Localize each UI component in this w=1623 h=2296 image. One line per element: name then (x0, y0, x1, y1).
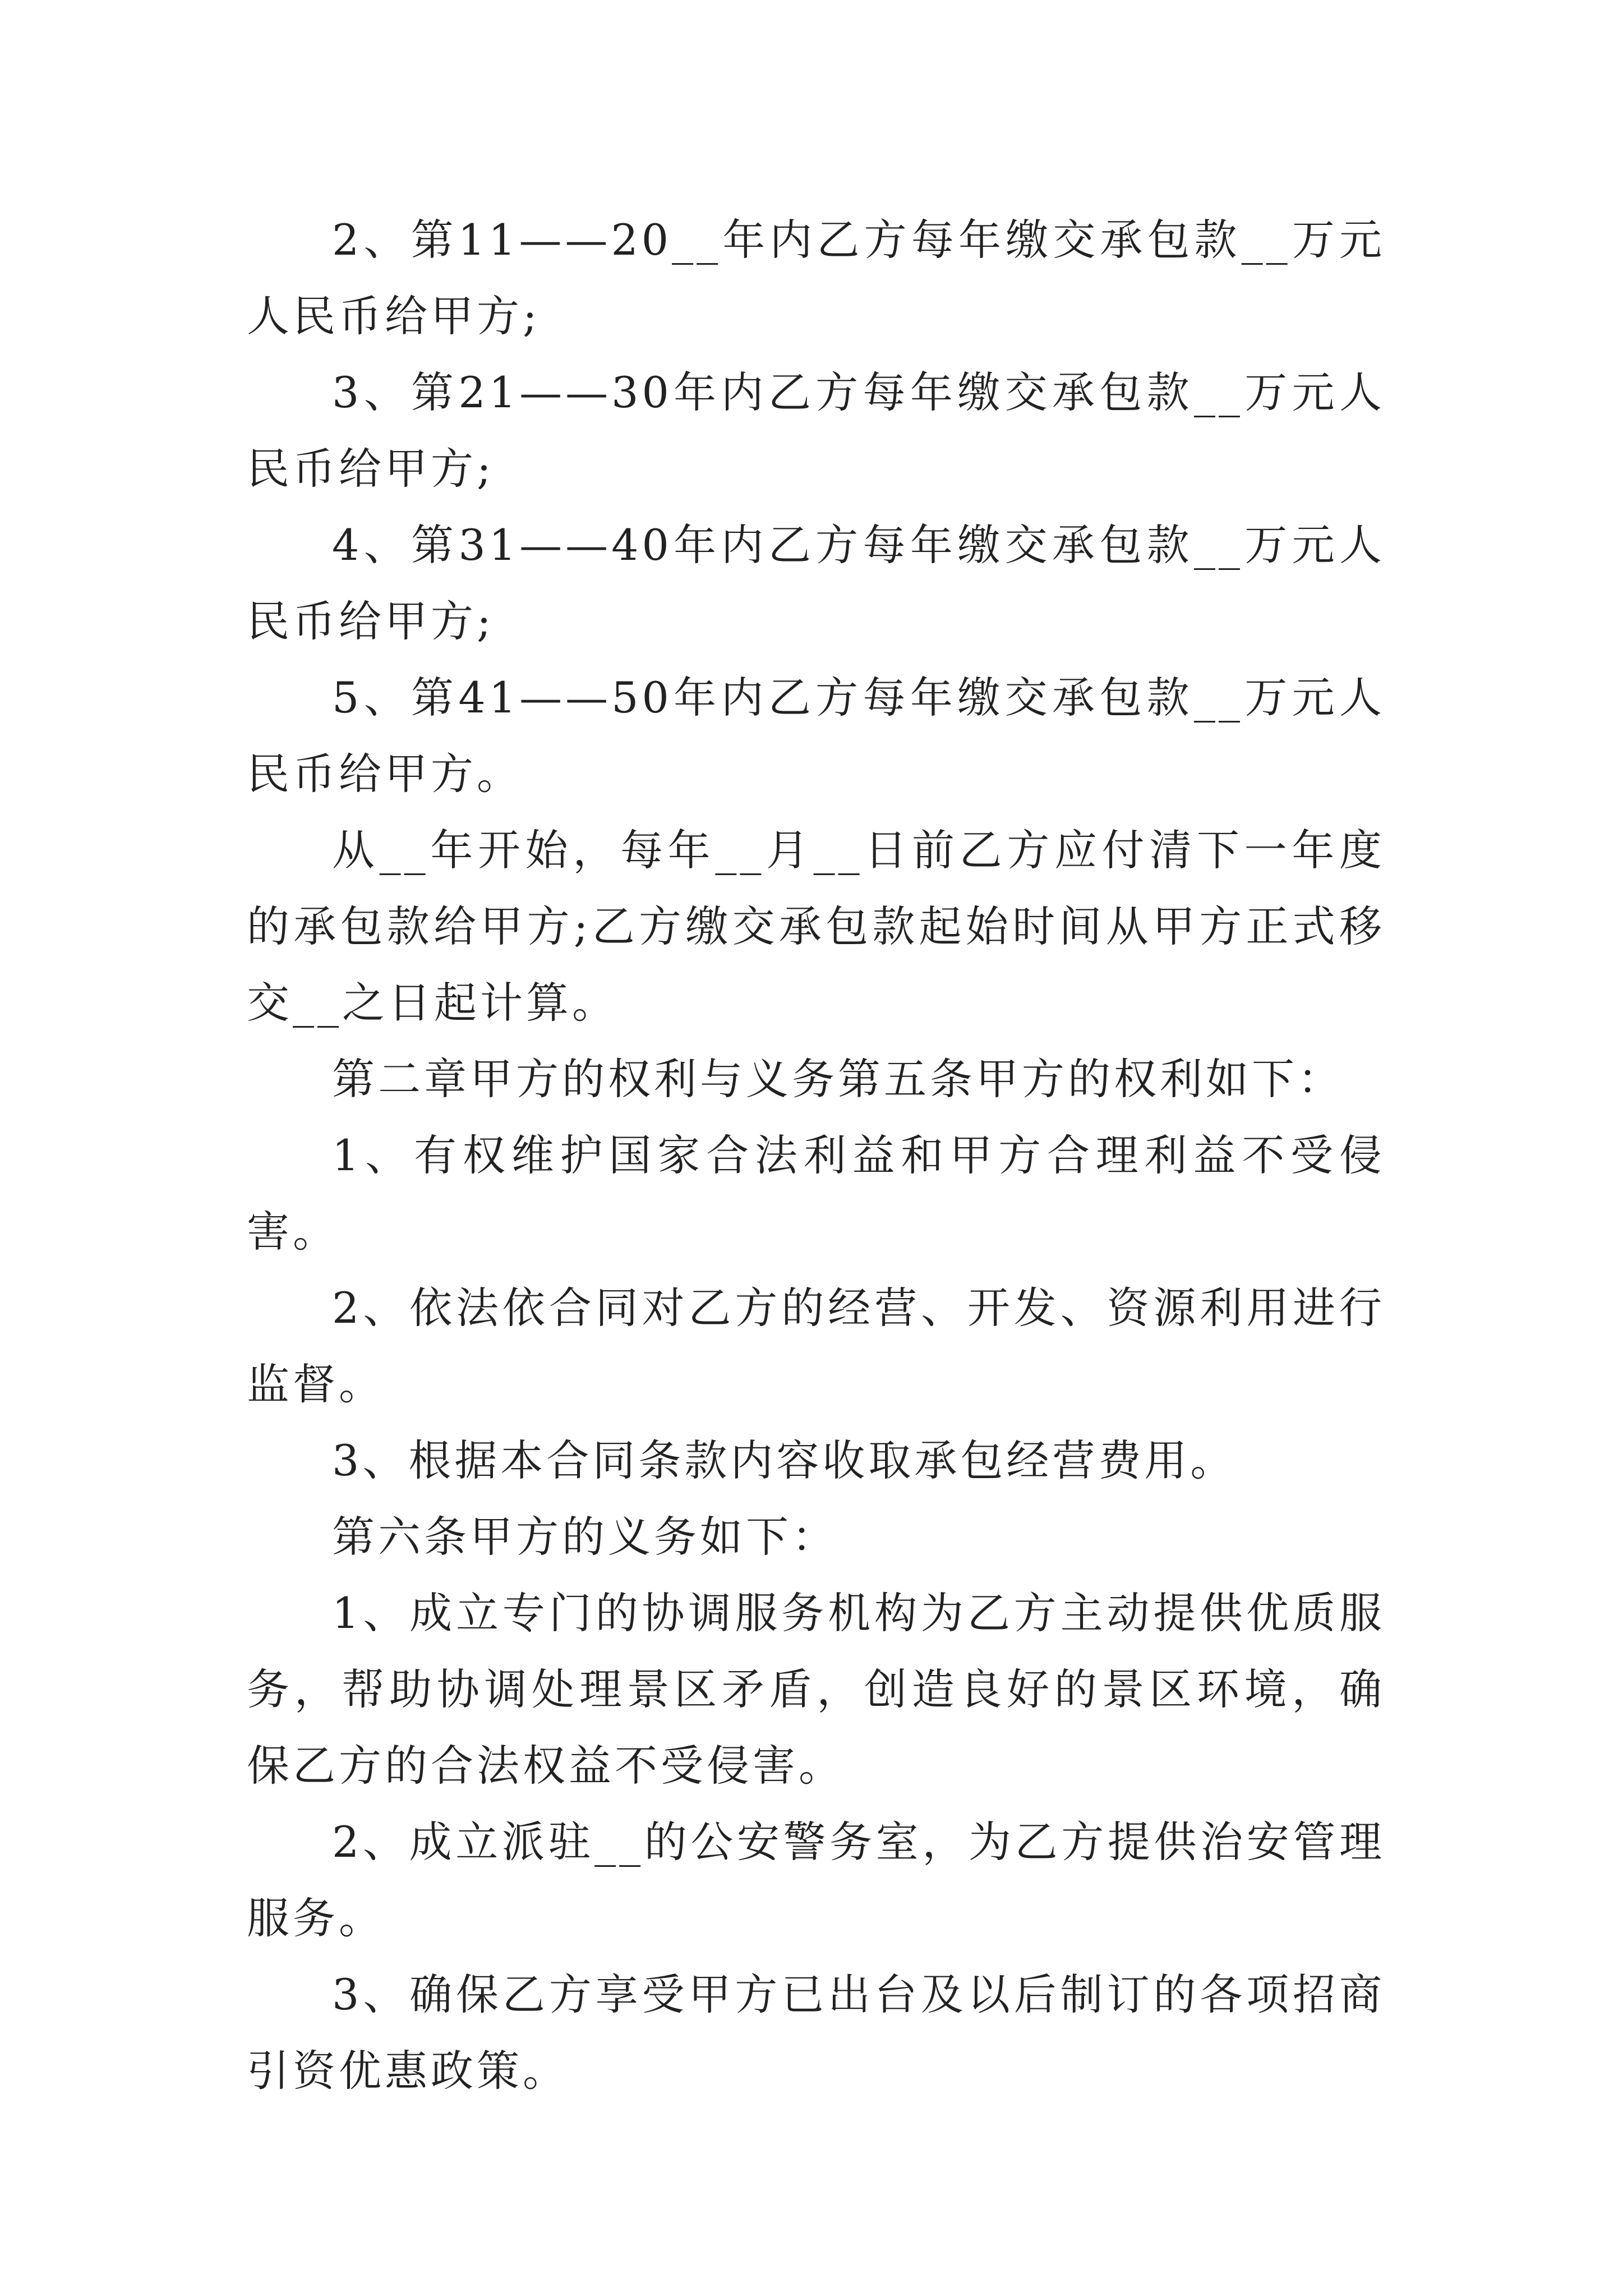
paragraph-payment-year-11-20: 2、第11——20__年内乙方每年缴交承包款__万元人民币给甲方; (247, 215, 1385, 341)
paragraph-right-1: 1、有权维护国家合法利益和甲方合理利益不受侵害。 (247, 1130, 1385, 1257)
paragraph-article-six-heading: 第六条甲方的义务如下： (332, 1512, 838, 1562)
paragraph-chapter-two-heading: 第二章甲方的权利与义务第五条甲方的权利如下： (332, 1054, 1344, 1104)
document-body (247, 202, 1385, 2109)
paragraph-payment-schedule: 从__年开始，每年__月__日前乙方应付清下一年度的承包款给甲方;乙方缴交承包款起始时间从甲方正式移交__之日起计算。 (247, 825, 1385, 1028)
paragraph-obligation-2: 2、成立派驻__的公安警务室，为乙方提供治安管理服务。 (247, 1817, 1385, 1943)
paragraph-right-3: 3、根据本合同条款内容收取承包经营费用。 (332, 1435, 1237, 1485)
paragraph-right-2: 2、依法依合同对乙方的经营、开发、资源利用进行监督。 (247, 1283, 1385, 1409)
paragraph-payment-year-21-30: 3、第21——30年内乙方每年缴交承包款__万元人民币给甲方; (247, 367, 1385, 494)
paragraph-payment-year-41-50: 5、第41——50年内乙方每年缴交承包款__万元人民币给甲方。 (247, 673, 1385, 799)
paragraph-payment-year-31-40: 4、第31——40年内乙方每年缴交承包款__万元人民币给甲方; (247, 520, 1385, 646)
paragraph-obligation-3: 3、确保乙方享受甲方已出台及以后制订的各项招商引资优惠政策。 (247, 1970, 1385, 2096)
paragraph-obligation-1: 1、成立专门的协调服务机构为乙方主动提供优质服务，帮助协调处理景区矛盾，创造良好的景区环境，确保乙方的合法权益不受侵害。 (247, 1588, 1385, 1791)
